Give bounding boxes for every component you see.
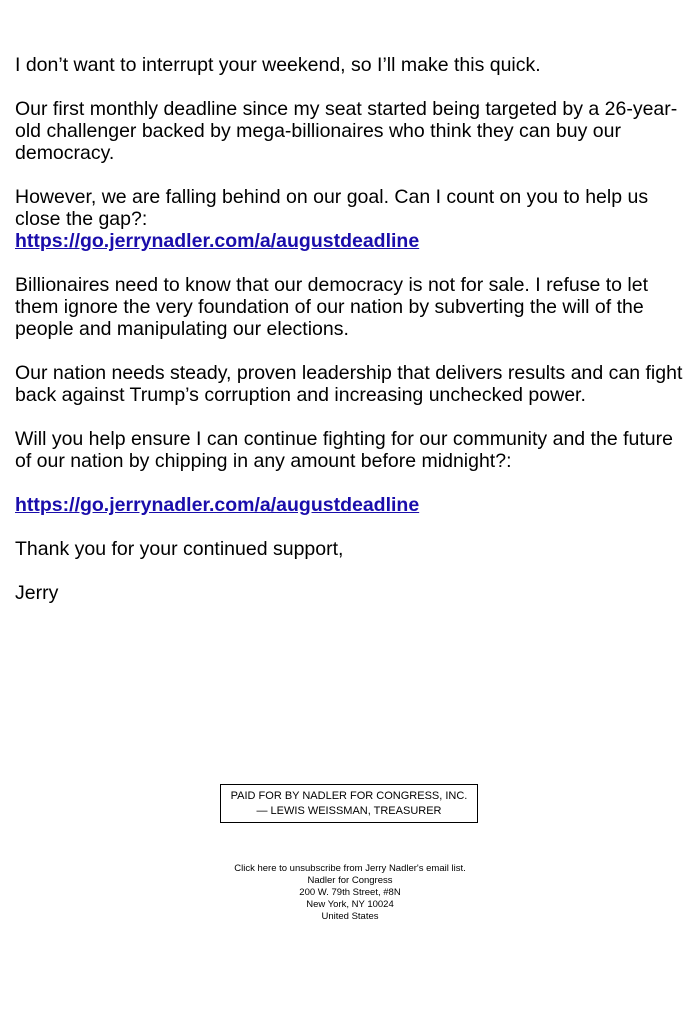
paragraph-ask-text: However, we are falling behind on our goal. Can I count on you to help us close the gap?: xyxy=(15,186,649,230)
footer-street: 200 W. 79th Street, #8N xyxy=(299,887,401,898)
paragraph-billionaires: Billionaires need to know that our democracy is not for sale. I refuse to let them ignore the very foundation of our nation by subverting the will of the people and manipulating our elections. xyxy=(15,274,648,340)
donate-link-second[interactable]: https://go.jerrynadler.com/a/augustdeadline xyxy=(15,494,420,516)
signature: Jerry xyxy=(15,582,59,604)
unsubscribe-link[interactable]: Click here to unsubscribe from Jerry Nadler's email list. xyxy=(234,863,466,874)
paragraph-deadline: Our first monthly deadline since my seat started being targeted by a 26-year-old challenger backed by mega-billionaires who think they can buy our democracy. xyxy=(15,98,678,164)
email-footer xyxy=(0,863,700,923)
paragraph-help: Will you help ensure I can continue fighting for our community and the future of our nation by chipping in any amount before midnight?: xyxy=(15,428,673,472)
paragraph-ask xyxy=(15,186,690,252)
email-body xyxy=(15,54,690,626)
donate-link-second-wrapper xyxy=(15,494,690,516)
footer-org: Nadler for Congress xyxy=(307,875,393,886)
footer-country: United States xyxy=(321,911,379,922)
paragraph-thanks: Thank you for your continued support, xyxy=(15,538,344,560)
disclaimer-line-2: — LEWIS WEISSMAN, TREASURER xyxy=(256,805,442,817)
paragraph-leadership: Our nation needs steady, proven leadership that delivers results and can fight back against Trump’s corruption and increasing unchecked power. xyxy=(15,362,683,406)
donate-link-first[interactable]: https://go.jerrynadler.com/a/augustdeadline xyxy=(15,230,420,252)
disclaimer-line-1: PAID FOR BY NADLER FOR CONGRESS, INC. xyxy=(230,790,468,802)
footer-city: New York, NY 10024 xyxy=(306,899,394,910)
paid-for-disclaimer xyxy=(220,784,478,823)
paragraph-intro: I don’t want to interrupt your weekend, so I’ll make this quick. xyxy=(15,54,541,76)
